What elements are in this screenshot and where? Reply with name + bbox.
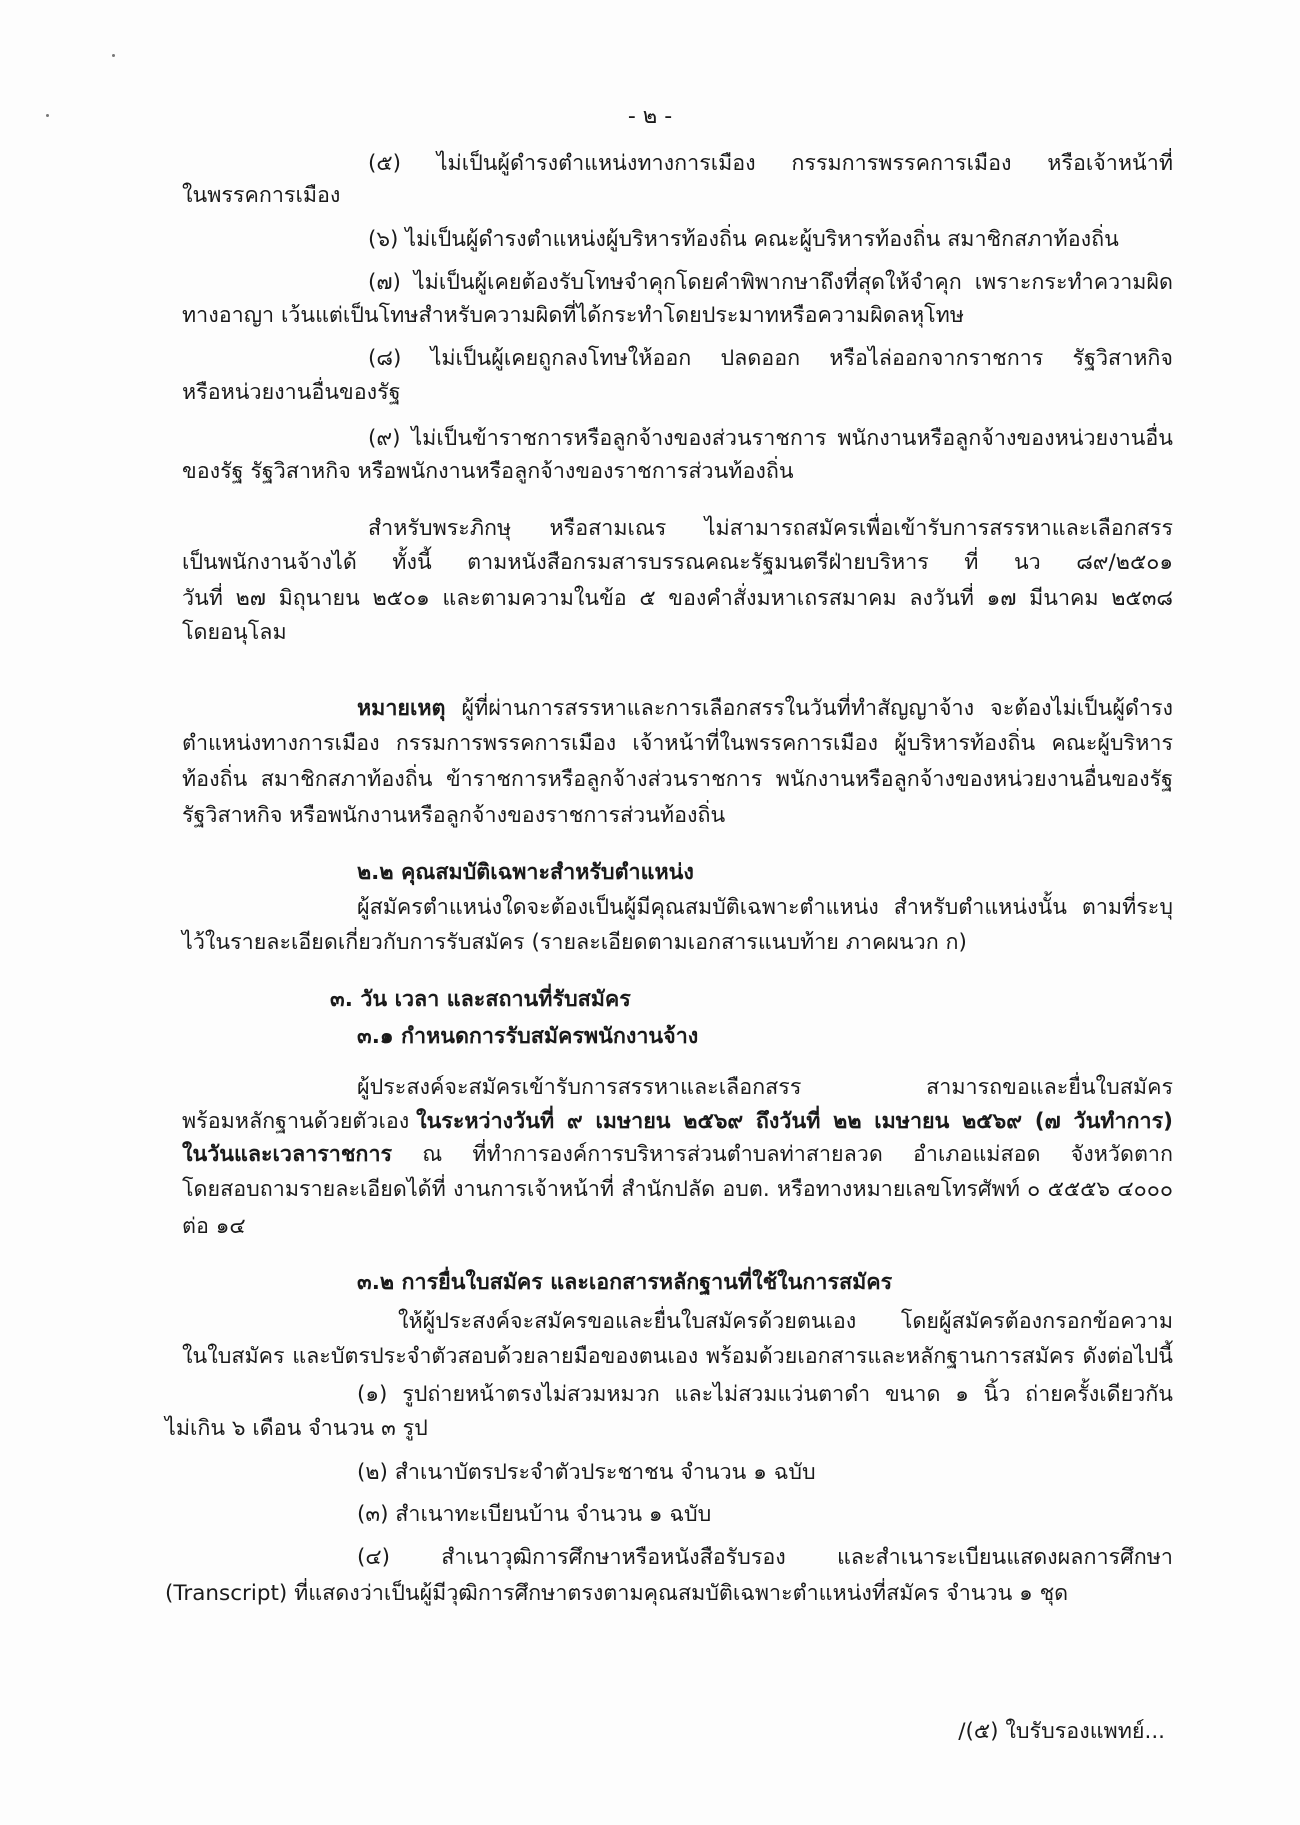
- heading-2-2: ๒.๒ คุณสมบัติเฉพาะสำหรับตำแหน่ง: [357, 860, 694, 885]
- section-2-2-line-2: ไว้ในรายละเอียดเกี่ยวกับการรับสมัคร (รายละเอียดตามเอกสารแนบท้าย ภาคผนวก ก): [182, 930, 967, 955]
- monk-paragraph-line-1: สำหรับพระภิกษุ หรือสามเณร ไม่สามารถสมัครเพื่อเข้ารับการสรรหาและเลือกสรร: [368, 516, 1173, 541]
- note-line-1: [357, 694, 1173, 724]
- office-hours: ในวันและเวลาราชการ: [182, 1142, 393, 1167]
- section-3-1-line-2: [182, 1107, 1173, 1137]
- section-3-2-line-1: ให้ผู้ประสงค์จะสมัครขอและยื่นใบสมัครด้วยตนเอง โดยผู้สมัครต้องกรอกข้อความ: [398, 1309, 1173, 1334]
- qualification-6-line-1: (๖) ไม่เป็นผู้ดำรงตำแหน่งผู้บริหารท้องถิ่น คณะผู้บริหารท้องถิ่น สมาชิกสภาท้องถิ่น: [368, 227, 1119, 252]
- qualification-9-line-2: ของรัฐ รัฐวิสาหกิจ หรือพนักงานหรือลูกจ้างของราชการส่วนท้องถิ่น: [182, 459, 794, 484]
- note-label: หมายเหตุ: [357, 696, 446, 721]
- note-line-2: ตำแหน่งทางการเมือง กรรมการพรรคการเมือง เจ้าหน้าที่ในพรรคการเมือง ผู้บริหารท้องถิ่น คณะผู้บริหาร: [182, 731, 1173, 756]
- qualification-5-line-2: ในพรรคการเมือง: [182, 183, 341, 208]
- heading-3: ๓. วัน เวลา และสถานที่รับสมัคร: [330, 987, 631, 1012]
- note-line-1-text: ผู้ที่ผ่านการสรรหาและการเลือกสรรในวันที่ทำสัญญาจ้าง จะต้องไม่เป็นผู้ดำรง: [445, 696, 1173, 721]
- heading-3-1: ๓.๑ กำหนดการรับสมัครพนักงานจ้าง: [357, 1024, 699, 1049]
- qualification-5-line-1: (๕) ไม่เป็นผู้ดำรงตำแหน่งทางการเมือง กรรมการพรรคการเมือง หรือเจ้าหน้าที่: [368, 151, 1173, 176]
- section-3-1-line-1: ผู้ประสงค์จะสมัครเข้ารับการสรรหาและเลือกสรร สามารถขอและยื่นใบสมัคร: [357, 1075, 1173, 1100]
- qualification-8-line-2: หรือหน่วยงานอื่นของรัฐ: [182, 380, 401, 405]
- heading-3-2: ๓.๒ การยื่นใบสมัคร และเอกสารหลักฐานที่ใช้ในการสมัคร: [357, 1270, 893, 1295]
- qualification-9-line-1: (๙) ไม่เป็นข้าราชการหรือลูกจ้างของส่วนราชการ พนักงานหรือลูกจ้างของหน่วยงานอื่น: [368, 426, 1173, 451]
- monk-paragraph-line-4: โดยอนุโลม: [182, 620, 287, 645]
- application-location: ณ ที่ทำการองค์การบริหารส่วนตำบลท่าสายลวด อำเภอแม่สอด จังหวัดตาก: [392, 1142, 1173, 1167]
- monk-paragraph-line-2: เป็นพนักงานจ้างได้ ทั้งนี้ ตามหนังสือกรมสารบรรณคณะรัฐมนตรีฝ่ายบริหาร ที่ นว ๘๙/๒๕๐๑: [182, 550, 1173, 575]
- page-number: - ๒ -: [627, 104, 673, 129]
- document-item-1-line-2: ไม่เกิน ๖ เดือน จำนวน ๓ รูป: [165, 1416, 428, 1441]
- section-3-1-line-2-text: พร้อมหลักฐานด้วยตัวเอง: [182, 1109, 417, 1134]
- section-3-1-line-5: ต่อ ๑๔: [182, 1214, 246, 1239]
- document-item-3: (๓) สำเนาทะเบียนบ้าน จำนวน ๑ ฉบับ: [357, 1502, 712, 1527]
- document-item-4-line-1: (๔) สำเนาวุฒิการศึกษาหรือหนังสือรับรอง และสำเนาระเบียนแสดงผลการศึกษา: [357, 1545, 1173, 1570]
- document-item-1-line-1: (๑) รูปถ่ายหน้าตรงไม่สวมหมวก และไม่สวมแว่นตาดำ ขนาด ๑ นิ้ว ถ่ายครั้งเดียวกัน: [357, 1382, 1173, 1407]
- document-item-2: (๒) สำเนาบัตรประจำตัวประชาชน จำนวน ๑ ฉบับ: [357, 1460, 816, 1485]
- document-item-4-line-2: (Transcript) ที่แสดงว่าเป็นผู้มีวุฒิการศึกษาตรงตามคุณสมบัติเฉพาะตำแหน่งที่สมัคร จำนวน ๑ ชุด: [165, 1581, 1069, 1606]
- section-3-1-line-4: โดยสอบถามรายละเอียดได้ที่ งานการเจ้าหน้าที่ สำนักปลัด อบต. หรือทางหมายเลขโทรศัพท์ ๐ ๕๕๕๖ ๔๐๐๐: [182, 1177, 1173, 1202]
- scan-speck: [112, 54, 115, 57]
- note-line-3: ท้องถิ่น สมาชิกสภาท้องถิ่น ข้าราชการหรือลูกจ้างส่วนราชการ พนักงานหรือลูกจ้างของหน่วยงานอื่นของรัฐ: [182, 767, 1173, 792]
- qualification-8-line-1: (๘) ไม่เป็นผู้เคยถูกลงโทษให้ออก ปลดออก หรือไล่ออกจากราชการ รัฐวิสาหกิจ: [368, 346, 1173, 371]
- note-line-4: รัฐวิสาหกิจ หรือพนักงานหรือลูกจ้างของราชการส่วนท้องถิ่น: [182, 803, 726, 828]
- application-period: ในระหว่างวันที่ ๙ เมษายน ๒๕๖๙ ถึงวันที่ ๒๒ เมษายน ๒๕๖๙ (๗ วันทำการ): [416, 1109, 1173, 1134]
- section-3-1-line-3: [182, 1140, 1173, 1170]
- section-2-2-line-1: ผู้สมัครตำแหน่งใดจะต้องเป็นผู้มีคุณสมบัติเฉพาะตำแหน่ง สำหรับตำแหน่งนั้น ตามที่ระบุ: [357, 895, 1173, 920]
- continuation-marker: /(๕) ใบรับรองแพทย์...: [958, 1719, 1165, 1744]
- qualification-7-line-1: (๗) ไม่เป็นผู้เคยต้องรับโทษจำคุกโดยคำพิพากษาถึงที่สุดให้จำคุก เพราะกระทำความผิด: [368, 270, 1173, 295]
- qualification-7-line-2: ทางอาญา เว้นแต่เป็นโทษสำหรับความผิดที่ได้กระทำโดยประมาทหรือความผิดลหุโทษ: [182, 303, 965, 328]
- section-3-2-line-2: ในใบสมัคร และบัตรประจำตัวสอบด้วยลายมือของตนเอง พร้อมด้วยเอกสารและหลักฐานการสมัคร ดังต่อไปนี้: [182, 1344, 1173, 1369]
- monk-paragraph-line-3: วันที่ ๒๗ มิถุนายน ๒๕๐๑ และตามความในข้อ ๕ ของคำสั่งมหาเถรสมาคม ลงวันที่ ๑๗ มีนาคม ๒๕๓๘: [182, 586, 1173, 611]
